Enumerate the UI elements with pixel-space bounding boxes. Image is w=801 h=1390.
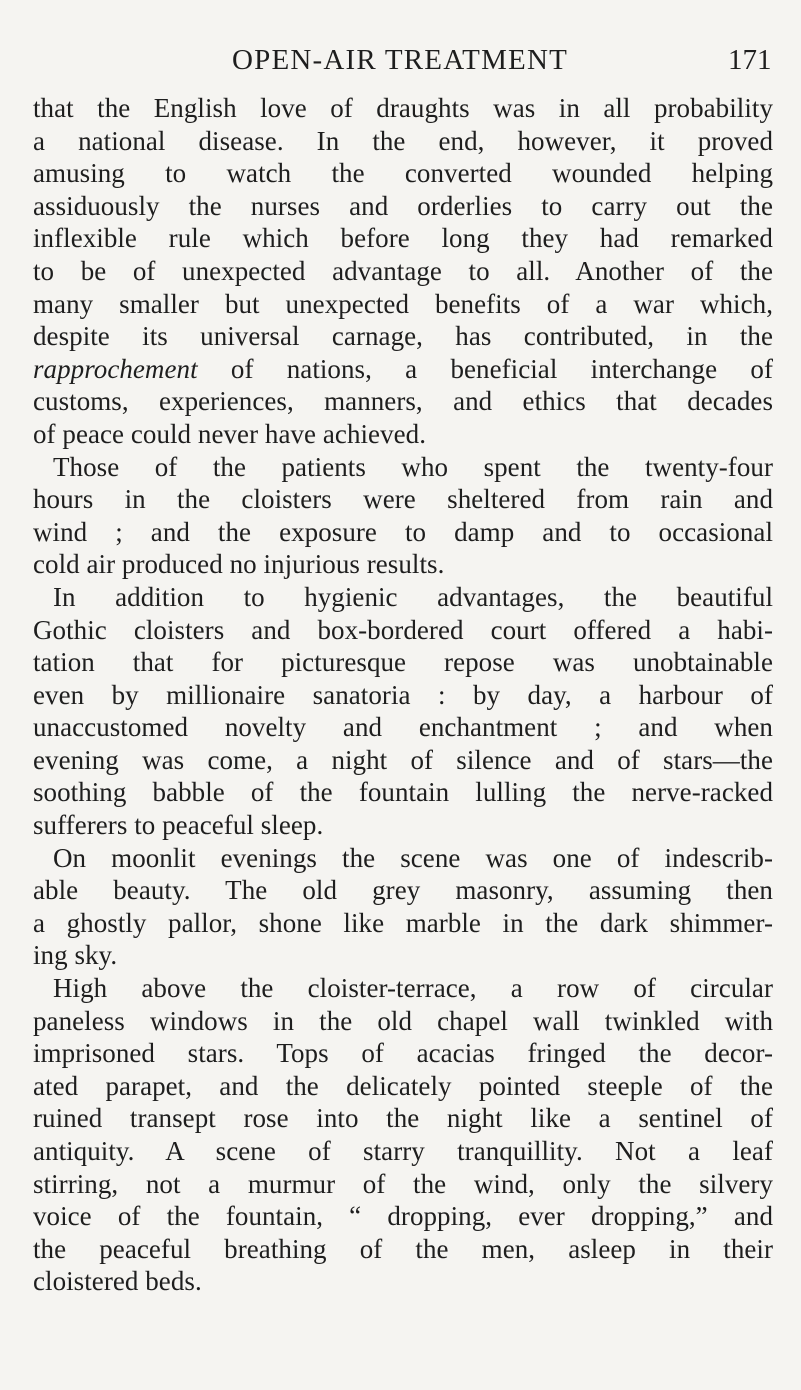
text-line: ated parapet, and the delicately pointed steeple of the <box>33 1070 773 1101</box>
text-line: evening was come, a night of silence and of stars—the <box>33 744 773 775</box>
chapter-title: OPEN-AIR TREATMENT <box>232 44 569 76</box>
text-line: of peace could never have achieved. <box>33 418 427 449</box>
text-line: that the English love of draughts was in all probability <box>33 93 773 123</box>
page-number: 171 <box>728 44 772 76</box>
text-line: cloistered beds. <box>33 1266 202 1297</box>
text-line: tation that for picturesque repose was unobtainable <box>33 647 773 678</box>
text-line: amusing to watch the converted wounded helping <box>33 158 773 189</box>
text-line: to be of unexpected advantage to all. Another of the <box>33 255 773 286</box>
text-line: unaccustomed novelty and enchantment ; and when <box>33 712 773 743</box>
text-line: High above the cloister-terrace, a row of circular <box>53 973 773 1004</box>
running-header <box>0 38 801 88</box>
text-line: many smaller but unexpected benefits of a war which, <box>33 288 773 319</box>
text-line: a ghostly pallor, shone like marble in the dark shimmer- <box>33 907 773 938</box>
text-line: voice of the fountain, “ dropping, ever dropping,” and <box>33 1201 773 1232</box>
text-line: even by millionaire sanatoria : by day, a harbour of <box>33 679 773 710</box>
text-line: sufferers to peaceful sleep. <box>33 810 324 841</box>
text-line: ruined transept rose into the night like a sentinel of <box>33 1103 773 1134</box>
text-line: assiduously the nurses and orderlies to carry out the <box>33 190 773 221</box>
italic-phrase: rapprochement <box>33 353 198 384</box>
text-line: a national disease. In the end, however, it proved <box>33 125 773 156</box>
text-line: able beauty. The old grey masonry, assuming then <box>33 875 773 906</box>
text-line: customs, experiences, manners, and ethics that decades <box>33 386 773 417</box>
text-line: cold air produced no injurious results. <box>33 549 445 580</box>
text-line <box>33 353 773 386</box>
text-line: despite its universal carnage, has contributed, in the <box>33 321 773 352</box>
text-line: soothing babble of the fountain lulling the nerve-racked <box>33 777 773 808</box>
text-line: On moonlit evenings the scene was one of indescrib- <box>53 842 773 873</box>
text-line: antiquity. A scene of starry tranquillity. Not a leaf <box>33 1136 773 1166</box>
text-line: inflexible rule which before long they had remarked <box>33 223 773 254</box>
text-line: Gothic cloisters and box-bordered court offered a habi- <box>33 614 773 645</box>
text-line: Those of the patients who spent the twenty-four <box>53 451 773 482</box>
text-line: imprisoned stars. Tops of acacias fringed the decor- <box>33 1038 773 1069</box>
text-segment: of nations, a beneficial interchange of <box>197 353 773 384</box>
body-text <box>33 92 773 1298</box>
text-line: hours in the cloisters were sheltered from rain and <box>33 484 773 515</box>
text-line: stirring, not a murmur of the wind, only the silvery <box>33 1168 773 1199</box>
text-line: ing sky. <box>33 940 118 971</box>
text-line: In addition to hygienic advantages, the beautiful <box>53 581 773 612</box>
text-line: wind ; and the exposure to damp and to occasional <box>33 516 773 547</box>
text-line: the peaceful breathing of the men, asleep in their <box>33 1233 773 1264</box>
text-line: paneless windows in the old chapel wall twinkled with <box>33 1005 773 1036</box>
